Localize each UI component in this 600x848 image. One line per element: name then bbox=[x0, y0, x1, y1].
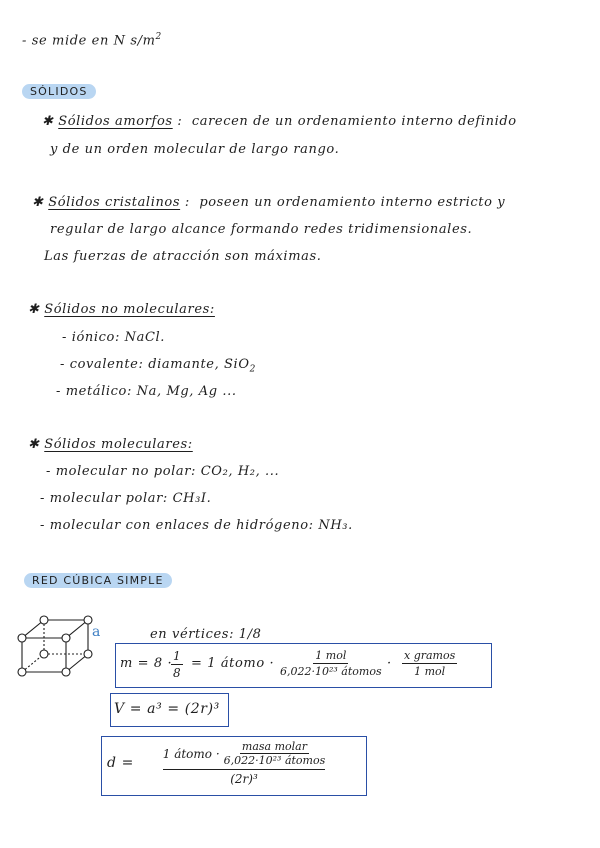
d-num-prefix: 1 átomo · bbox=[162, 746, 220, 761]
fraction-grams bbox=[402, 649, 457, 678]
cube-diagram bbox=[14, 612, 104, 682]
fraction-den: 8 bbox=[173, 666, 181, 680]
item-value: Na, Mg, Ag ... bbox=[136, 384, 237, 399]
vertices-text: en vértices: 1/8 bbox=[150, 627, 262, 642]
bullet-icon: ✱ bbox=[32, 195, 44, 210]
m-lhs: m = 8 · bbox=[120, 656, 173, 671]
list-item bbox=[60, 357, 256, 375]
moleculares-title-line bbox=[28, 437, 193, 452]
amorfos-desc-1: carecen de un ordenamiento interno definido bbox=[191, 114, 517, 129]
amorfos-sep: : bbox=[177, 114, 183, 129]
list-item bbox=[40, 518, 353, 533]
cube-edge-label: a bbox=[92, 624, 101, 640]
item-prefix: - molecular polar: bbox=[40, 491, 168, 506]
d-inner-fraction bbox=[224, 740, 326, 767]
cristalinos-term: Sólidos cristalinos bbox=[48, 195, 181, 210]
bullet-icon: ✱ bbox=[28, 437, 40, 452]
fraction-den: 6,022·10²³ átomos bbox=[223, 754, 326, 767]
fraction-one-eighth bbox=[171, 649, 183, 680]
d-lhs: d = bbox=[107, 755, 134, 771]
item-prefix: - covalente: bbox=[60, 357, 144, 372]
item-prefix: - metálico: bbox=[56, 384, 132, 399]
d-fraction bbox=[138, 740, 350, 786]
no-moleculares-title-line bbox=[28, 302, 215, 317]
item-prefix: - molecular no polar: bbox=[46, 464, 197, 479]
fraction-num: masa molar bbox=[241, 740, 307, 753]
list-item bbox=[46, 464, 279, 479]
list-item bbox=[56, 384, 237, 399]
cristalinos-desc-1: poseen un ordenamiento interno estricto y bbox=[199, 195, 506, 210]
fraction-num: 1 bbox=[173, 649, 181, 663]
m-dot: · bbox=[387, 656, 392, 671]
red-heading: RED CÚBICA SIMPLE bbox=[24, 573, 172, 588]
fraction-den: 6,022·10²³ átomos bbox=[280, 665, 382, 678]
d-numerator bbox=[163, 740, 326, 770]
fraction-mol bbox=[280, 649, 382, 678]
bullet-icon: ✱ bbox=[28, 302, 40, 317]
solidos-heading: SÓLIDOS bbox=[22, 84, 96, 99]
d-denominator: (2r)³ bbox=[230, 772, 258, 786]
no-moleculares-title: Sólidos no moleculares: bbox=[44, 302, 215, 317]
intro-text: - se mide en N s/m bbox=[22, 33, 156, 49]
moleculares-title: Sólidos moleculares: bbox=[44, 437, 193, 452]
amorfos-term: Sólidos amorfos bbox=[58, 114, 173, 129]
list-item bbox=[62, 330, 165, 345]
bullet-icon: ✱ bbox=[42, 114, 54, 129]
amorfos-line-1 bbox=[42, 114, 517, 129]
item-value: NH₃. bbox=[318, 518, 353, 533]
item-prefix: - molecular con enlaces de hidrógeno: bbox=[40, 518, 314, 533]
cristalinos-desc-3: Las fuerzas de atracción son máximas. bbox=[44, 249, 322, 264]
item-subscript: 2 bbox=[249, 364, 256, 375]
amorfos-desc-2: y de un orden molecular de largo rango. bbox=[50, 142, 340, 157]
list-item bbox=[40, 491, 211, 506]
fraction-num: 1 mol bbox=[315, 649, 347, 662]
item-prefix: - iónico: bbox=[62, 330, 120, 345]
intro-exponent: 2 bbox=[155, 32, 162, 42]
item-value: diamante, SiO bbox=[148, 357, 250, 372]
fraction-den: 1 mol bbox=[414, 665, 446, 678]
intro-line bbox=[22, 32, 162, 48]
v-formula: V = a³ = (2r)³ bbox=[114, 701, 220, 717]
m-mid: = 1 átomo · bbox=[191, 656, 275, 671]
cristalinos-line-1 bbox=[32, 195, 505, 210]
fraction-num: x gramos bbox=[404, 649, 456, 662]
item-value: NaCl. bbox=[124, 330, 166, 345]
cristalinos-desc-2: regular de largo alcance formando redes tridimensionales. bbox=[50, 222, 473, 237]
item-value: CH₃I. bbox=[172, 491, 212, 506]
cristalinos-sep: : bbox=[184, 195, 190, 210]
item-value: CO₂, H₂, ... bbox=[200, 464, 280, 479]
